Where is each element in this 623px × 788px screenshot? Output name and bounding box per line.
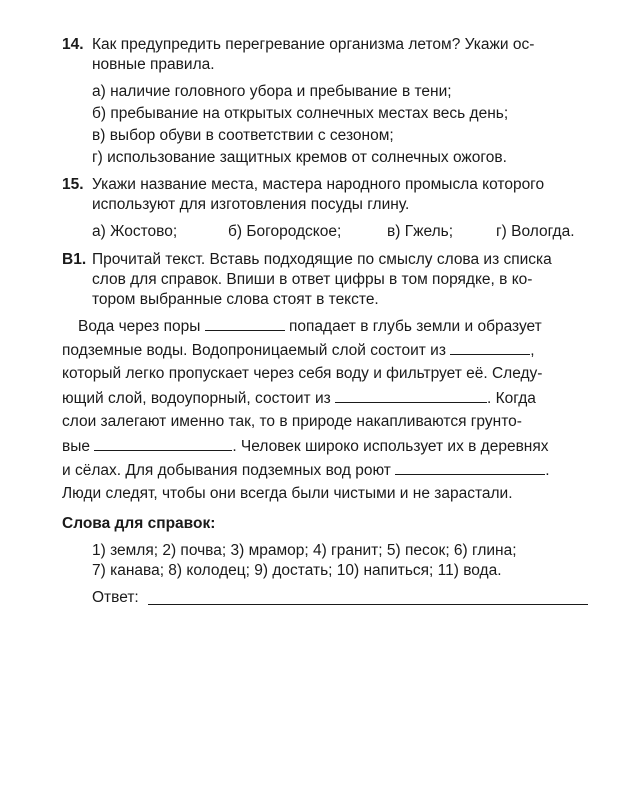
reference-title: Слова для справок: [62, 515, 216, 532]
passage-text: , [530, 342, 535, 359]
passage-line7 [62, 460, 550, 481]
task-b1-text-line1: Прочитай текст. Вставь подходящие по смыслу слова из списка [92, 251, 552, 268]
question-15-option-a: а) Жостово; [92, 223, 178, 240]
blank-4[interactable] [94, 436, 232, 451]
question-15-option-b: б) Богородское; [228, 223, 342, 240]
blank-5[interactable] [395, 460, 545, 475]
passage-line8: Люди следят, чтобы они всегда были чистыми и не зарастали. [62, 485, 513, 502]
reference-words-line1: 1) земля; 2) почва; 3) мрамор; 4) гранит; 5) песок; 6) глина; [92, 542, 517, 559]
blank-2[interactable] [450, 340, 530, 355]
question-15-number: 15. [62, 176, 84, 193]
question-14-option-a: а) наличие головного убора и пребывание в тени; [92, 83, 452, 100]
passage-line4 [62, 388, 536, 409]
passage-line2 [62, 340, 535, 361]
task-b1-number: В1. [62, 251, 87, 268]
passage-text: и сёлах. Для добывания подземных вод роют [62, 462, 391, 479]
passage-text: . [545, 462, 550, 479]
passage-text: попадает в глубь земли и образует [289, 318, 542, 335]
blank-1[interactable] [205, 316, 285, 331]
passage-text: вые [62, 438, 90, 455]
blank-3[interactable] [335, 388, 487, 403]
question-14-number: 14. [62, 36, 84, 53]
passage-text: . Когда [487, 390, 536, 407]
answer-field[interactable] [148, 603, 588, 605]
question-14-text-line1: Как предупредить перегревание организма летом? Укажи ос- [92, 36, 535, 53]
question-15-option-c: в) Гжель; [387, 223, 453, 240]
passage-line6 [62, 436, 549, 457]
passage-text: подземные воды. Водопроницаемый слой состоит из [62, 342, 446, 359]
question-14-option-c: в) выбор обуви в соответствии с сезоном; [92, 127, 394, 144]
question-14-text-line2: новные правила. [92, 56, 215, 73]
passage-line3: который легко пропускает через себя воду и фильтрует её. Следу- [62, 365, 543, 382]
passage-line5: слои залегают именно так, то в природе накапливаются грунто- [62, 413, 522, 430]
question-14-option-b: б) пребывание на открытых солнечных местах весь день; [92, 105, 509, 122]
answer-label: Ответ: [92, 589, 139, 606]
task-b1-text-line3: тором выбранные слова стоят в тексте. [92, 291, 379, 308]
task-b1-text-line2: слов для справок. Впиши в ответ цифры в том порядке, в ко- [92, 271, 533, 288]
passage-line1 [78, 316, 542, 337]
question-15-text-line1: Укажи название места, мастера народного промысла которого [92, 176, 545, 193]
passage-text: ющий слой, водоупорный, состоит из [62, 390, 331, 407]
question-15-text-line2: используют для изготовления посуды глину. [92, 196, 410, 213]
passage-text: Вода через поры [78, 318, 201, 335]
passage-text: . Человек широко использует их в деревнях [232, 438, 549, 455]
question-14-option-d: г) использование защитных кремов от солнечных ожогов. [92, 149, 507, 166]
question-15-option-d: г) Вологда. [496, 223, 575, 240]
reference-words-line2: 7) канава; 8) колодец; 9) достать; 10) напиться; 11) вода. [92, 562, 502, 579]
